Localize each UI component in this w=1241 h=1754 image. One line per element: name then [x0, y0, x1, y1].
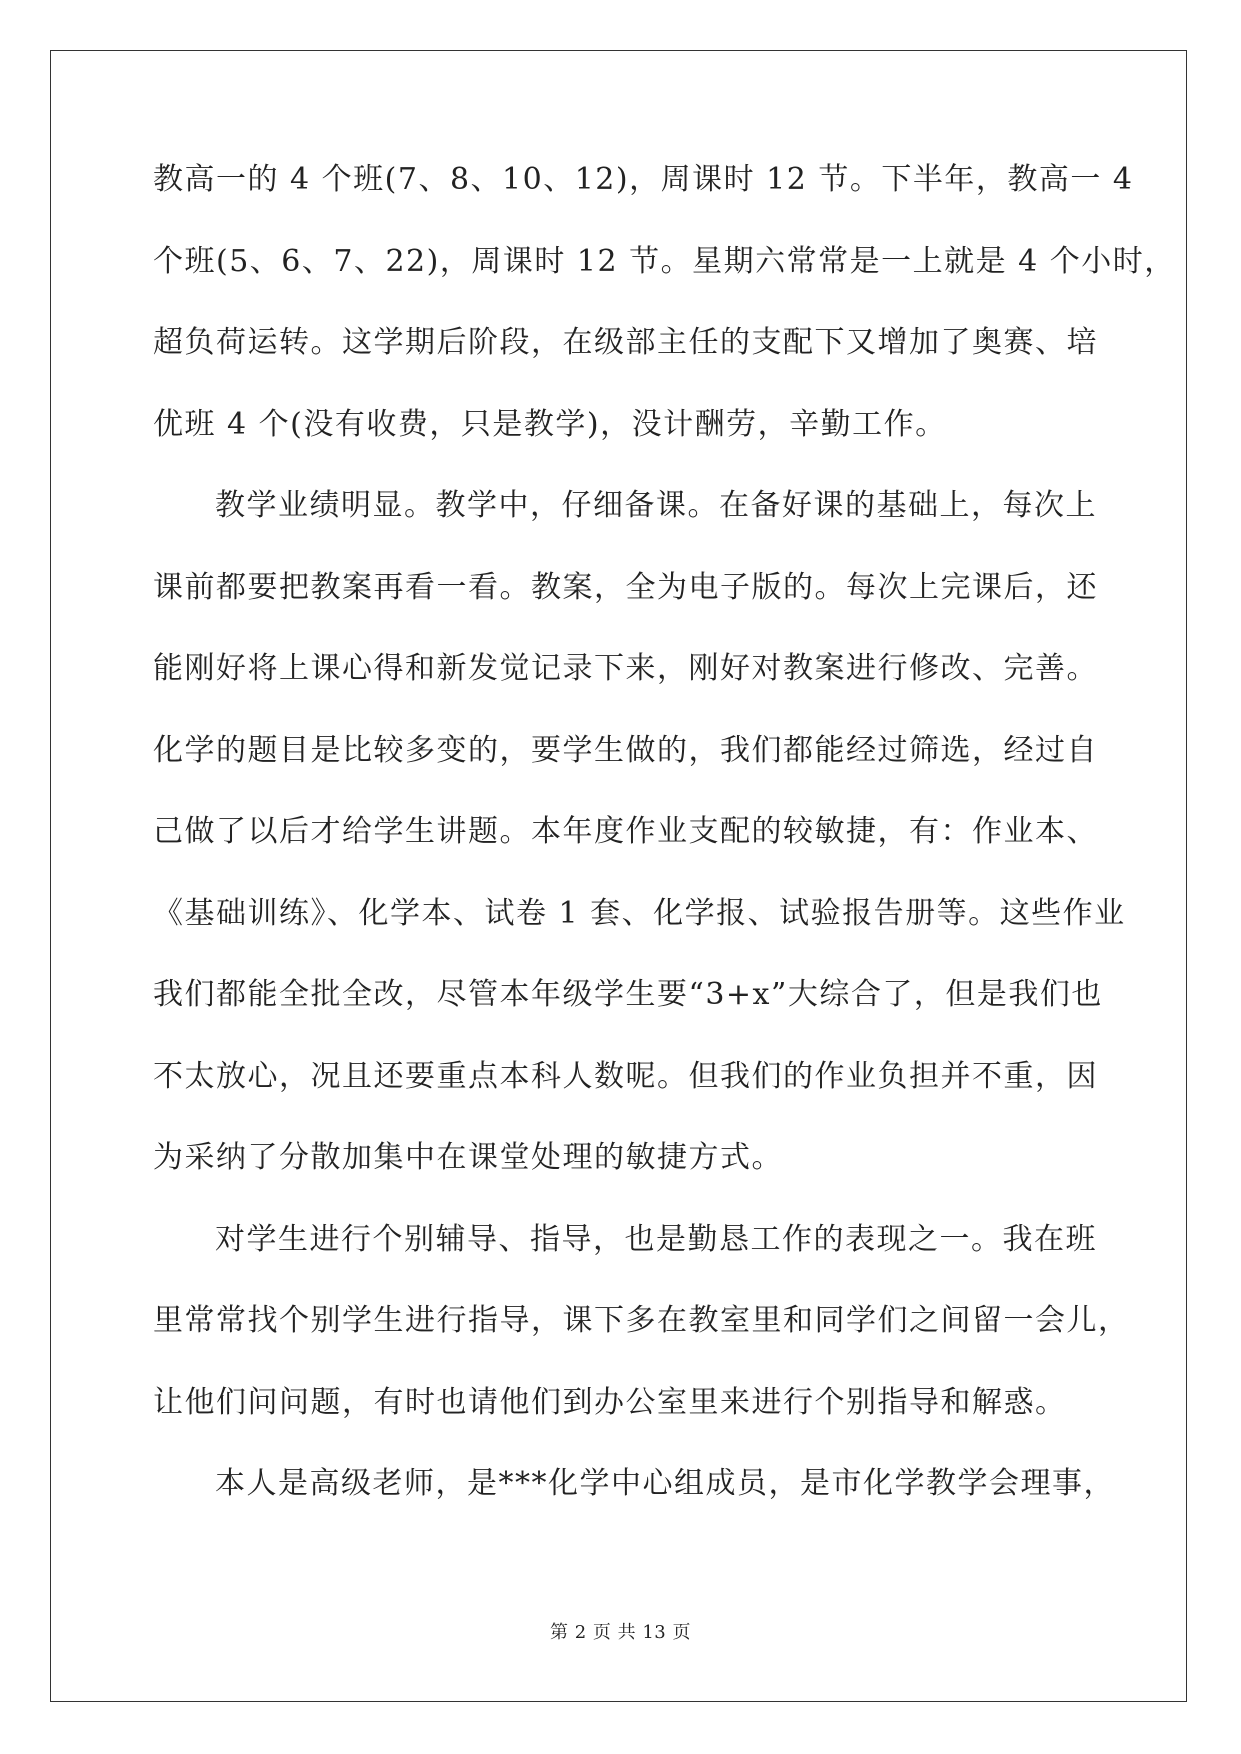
text-line: 个班(5、6、7、22)，周课时 12 节。星期六常常是一上就是 4 个小时，	[153, 243, 1176, 279]
text-line: 里常常找个别学生进行指导，课下多在教室里和同学们之间留一会儿，	[153, 1303, 1130, 1338]
paragraph-start-line: 教学业绩明显。教学中，仔细备课。在备好课的基础上，每次上	[215, 488, 1097, 523]
text-line: 让他们问问题，有时也请他们到办公室里来进行个别指导和解惑。	[153, 1384, 1067, 1420]
paragraph-start-line: 对学生进行个别辅导、指导，也是勤恳工作的表现之一。我在班	[215, 1221, 1097, 1257]
text-line: 课前都要把教案再看一看。教案，全为电子版的。每次上完课后，还	[153, 569, 1098, 605]
text-line: 我们都能全批全改，尽管本年级学生要“3+x”大综合了，但是我们也	[153, 977, 1103, 1012]
page-number-footer: 第 2 页 共 13 页	[550, 1622, 691, 1643]
text-line: 不太放心，况且还要重点本科人数呢。但我们的作业负担并不重，因	[153, 1058, 1098, 1094]
text-line: 《基础训练》、化学本、试卷 1 套、化学报、试验报告册等。这些作业	[153, 895, 1126, 931]
text-line: 为采纳了分散加集中在课堂处理的敏捷方式。	[153, 1140, 783, 1175]
text-line: 超负荷运转。这学期后阶段，在级部主任的支配下又增加了奥赛、培	[153, 325, 1098, 360]
text-line: 己做了以后才给学生讲题。本年度作业支配的较敏捷，有：作业本、	[153, 814, 1098, 849]
document-body	[153, 160, 1176, 1546]
text-line: 化学的题目是比较多变的，要学生做的，我们都能经过筛选，经过自	[153, 732, 1098, 768]
text-line: 能刚好将上课心得和新发觉记录下来，刚好对教案进行修改、完善。	[153, 651, 1098, 686]
paragraph-start-line: 本人是高级老师，是***化学中心组成员，是市化学教学会理事，	[215, 1466, 1115, 1501]
text-line: 优班 4 个(没有收费，只是教学)，没计酬劳，辛勤工作。	[153, 406, 947, 442]
text-line: 教高一的 4 个班(7、8、10、12)，周课时 12 节。下半年，教高一 4	[153, 162, 1134, 197]
